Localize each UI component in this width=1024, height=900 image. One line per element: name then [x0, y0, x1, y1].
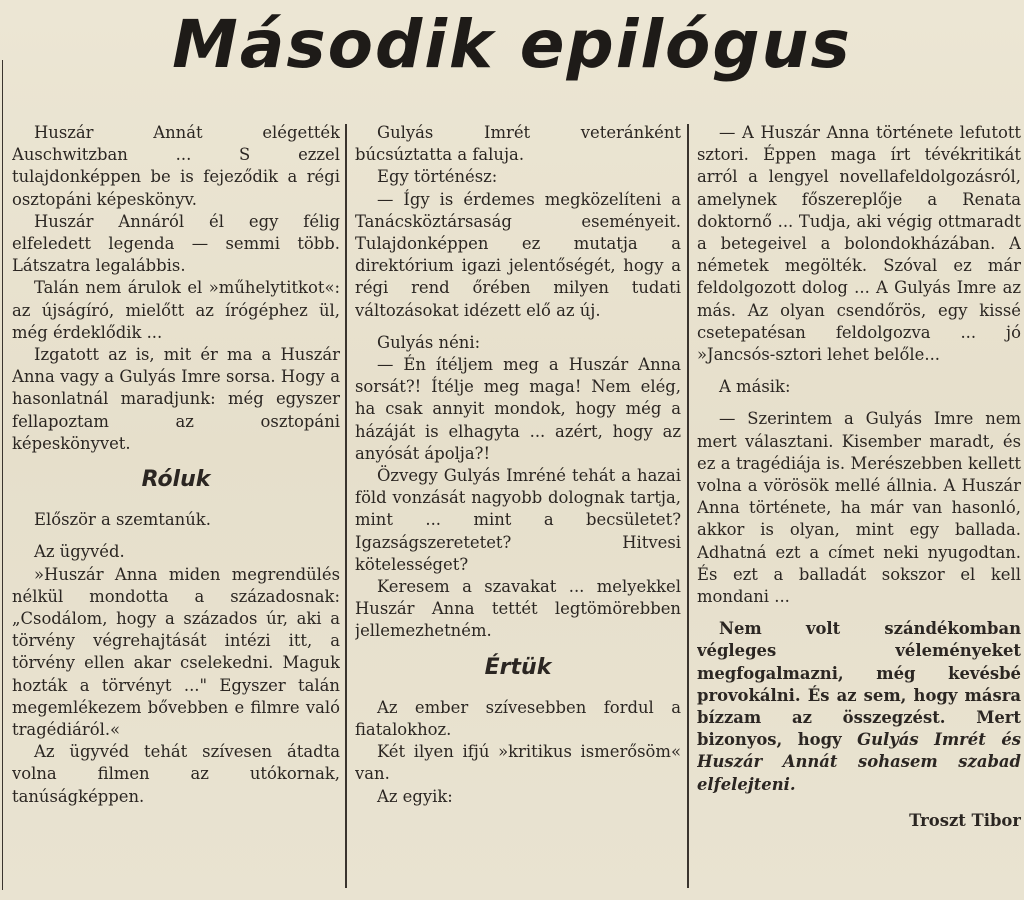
paragraph: Az ügyvéd. — [34, 542, 125, 562]
paragraph: Huszár Annát elégették Auschwitzban ... S ezzel tulajdonképpen be is fejeződik a régi osztopáni képeskönyv. — [12, 123, 340, 209]
article-title: Második epilógus — [172, 6, 852, 83]
paragraph: Talán nem árulok el »műhelytitkot«: az újságíró, mielőtt az írógéphez ül, még érdeklődik ... — [12, 278, 340, 342]
paragraph: Özvegy Gulyás Imréné tehát a hazai föld vonzását nagyobb dolognak tartja, mint ... mint a becsületet? Igazságszeretetet? Hitvesi kötelességet? — [355, 466, 681, 574]
author-signature: Troszt Tibor — [909, 810, 1021, 830]
closing-paragraph — [697, 618, 1021, 796]
column-2 — [355, 122, 681, 894]
page-edge-rule — [2, 60, 3, 890]
paragraph: Gulyás Imrét veteránként búcsúztatta a faluja. — [355, 123, 681, 165]
paragraph: — Én ítéljem meg a Huszár Anna sorsát?! Ítélje meg maga! Nem elég, ha csak annyit mondok, hogy még a házáját is elhagyta ... azért, hogy az anyósát ápolja?! — [355, 355, 681, 463]
section-heading: Róluk — [141, 467, 211, 493]
section-heading: Értük — [484, 654, 552, 680]
closing-text: Nem volt szándékomban végleges véleményeket megfogalmazni, még kevésbé provokálni. És az sem, hogy másra bízzam az összegzést. Mert bizonyos, hogy — [697, 619, 1021, 750]
paragraph: Az ügyvéd tehát szívesen átadta volna filmen az utókornak, tanúságképpen. — [12, 742, 340, 806]
paragraph: Izgatott az is, mit ér ma a Huszár Anna vagy a Gulyás Imre sorsa. Hogy a hasonlatnál maradjunk: még egyszer fellapoztam az osztopáni képeskönyvet. — [12, 345, 340, 453]
paragraph: — A Huszár Anna története lefutott sztori. Éppen maga írt tévékritikát arról a lengyel novellafeldolgozásról, amelynek főszereplője a Renata doktornő ... Tudja, aki végig ottmaradt a betegeivel a bolondokházában. A németek megölték. Szóval ez már feldolgozott dolog ... A Gulyás Imre az más. Az olyan csendőrös, egy kissé csetepatésan feldolgozva ... jó »Jancsós-sztori lehet belőle... — [697, 123, 1021, 365]
paragraph: Az egyik: — [377, 786, 453, 806]
paragraph: Az ember szívesebben fordul a fiatalokhoz. — [355, 697, 681, 740]
paragraph: Gulyás néni: — [377, 332, 481, 352]
paragraph: A másik: — [719, 377, 791, 397]
column-divider-right — [687, 124, 689, 888]
paragraph: — Így is érdemes megközelíteni a Tanácsköztársaság eseményeit. Tulajdonképpen ez mutatja a direktórium igazi jelentőségét, hogy a régi rend őrében milyen tudati változásokat idézett elő az új. — [355, 189, 681, 320]
column-divider-left — [345, 124, 347, 888]
closing-italic-text: Gulyás Imrét és Huszár Annát sohasem szabad elfelejteni. — [697, 730, 1021, 794]
paragraph: Keresem a szavakat ... melyekkel Huszár Anna tettét legtömörebben jellemezhetném. — [355, 577, 681, 641]
paragraph: — Szerintem a Gulyás Imre nem mert választani. Kisember maradt, és ez a tragédiája is. Merészebben kellett volna a vörösök mellé állnia. A Huszár Anna története, ha már van hasonló, akkor is olyan, mint egy ballada. Adhatná ezt a címet neki nyugodtan. És ezt a balladát sokszor el kell mondani ... — [697, 409, 1021, 607]
paragraph: »Huszár Anna miden megrendülés nélkül mondotta a századosnak: „Csodálom, hogy a százados úr, aki a törvény végrehajtását intézi itt, a törvény ellen akar cselekedni. Maguk hozták a törvényt ..." Egyszer talán megemlékezem bővebben e filmre való tragédiáról.« — [12, 564, 340, 740]
paragraph: Először a szemtanúk. — [34, 510, 211, 530]
column-1 — [12, 122, 340, 894]
column-3 — [697, 122, 1021, 894]
paragraph: Egy történész: — [377, 167, 498, 187]
paragraph: Huszár Annáról él egy félig elfeledett legenda — semmi több. Látszatra legalábbis. — [12, 211, 340, 276]
paragraph: Két ilyen ifjú »kritikus ismerősöm« van. — [355, 742, 681, 784]
